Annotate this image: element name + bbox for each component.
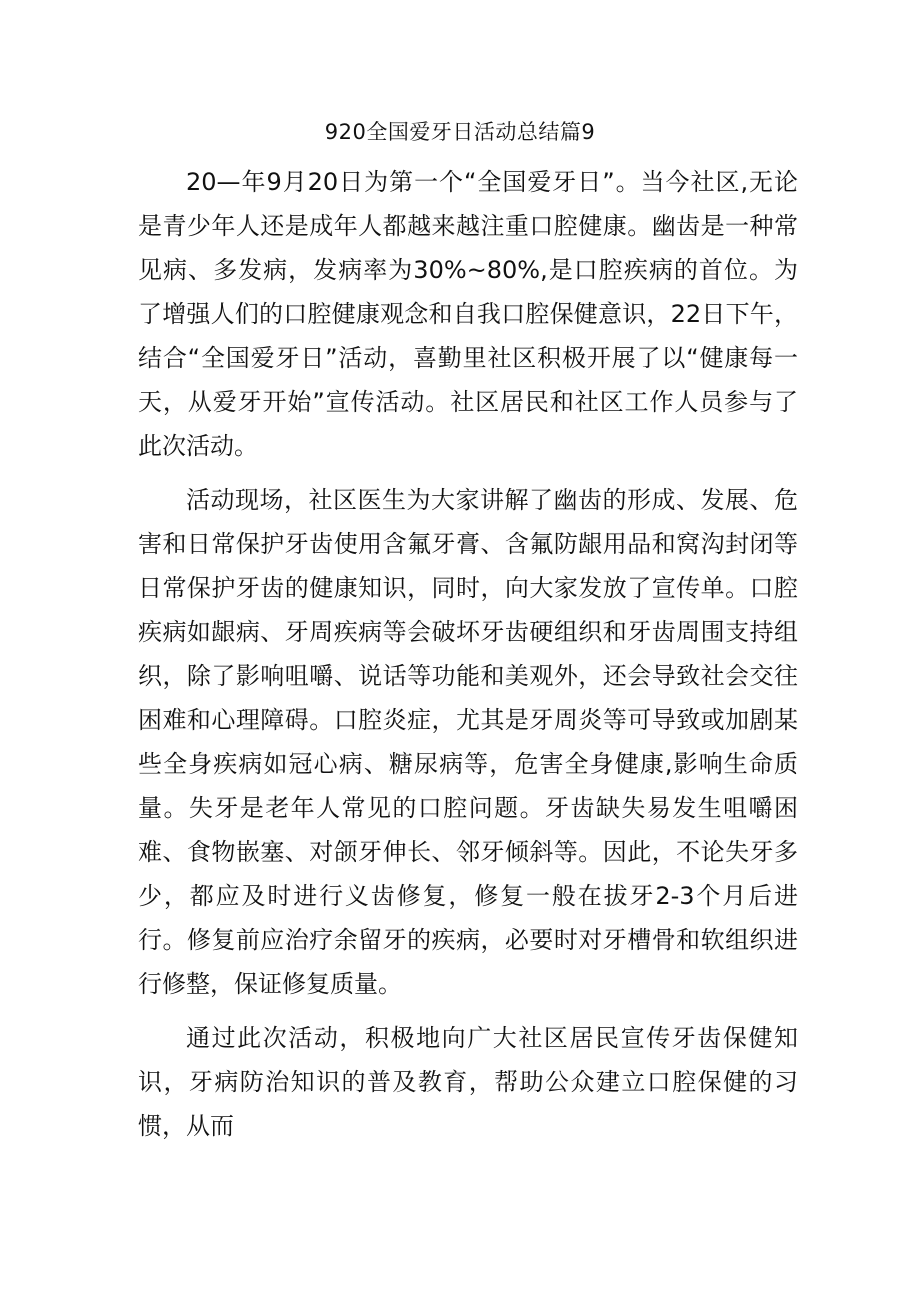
- paragraph-3: 通过此次活动，积极地向广大社区居民宣传牙齿保健知识，牙病防治知识的普及教育，帮助公众建立口腔保健的习惯，从而: [138, 1024, 798, 1140]
- document-title: 920全国爱牙日活动总结篇9: [324, 120, 596, 144]
- document-body: [138, 160, 798, 1148]
- paragraph-2: 活动现场，社区医生为大家讲解了幽齿的形成、发展、危害和日常保护牙齿使用含氟牙膏、含氟防龈用品和窝沟封闭等日常保护牙齿的健康知识，同时，向大家发放了宣传单。口腔疾病如龈病、牙周疾病等会破坏牙齿硬组织和牙齿周围支持组织，除了影响咀嚼、说话等功能和美观外，还会导致社会交往困难和心理障碍。口腔炎症，尤其是牙周炎等可导致或加剧某些全身疾病如冠心病、糖尿病等，危害全身健康,影响生命质量。失牙是老年人常见的口腔问题。牙齿缺失易发生咀嚼困难、食物嵌塞、对颌牙伸长、邻牙倾斜等。因此，不论失牙多少，都应及时进行义齿修复，修复一般在拔牙2-3个月后进行。修复前应治疗余留牙的疾病，必要时对牙槽骨和软组织进行修整，保证修复质量。: [138, 486, 798, 998]
- paragraph-1: 20—年9月20日为第一个“全国爱牙日”。当今社区,无论是青少年人还是成年人都越来越注重口腔健康。幽齿是一种常见病、多发病，发病率为30%~80%,是口腔疾病的首位。为了增强人们的口腔健康观念和自我口腔保健意识，22日下午，结合“全国爱牙日”活动，喜勤里社区积极开展了以“健康每一天，从爱牙开始”宣传活动。社区居民和社区工作人员参与了此次活动。: [138, 168, 798, 460]
